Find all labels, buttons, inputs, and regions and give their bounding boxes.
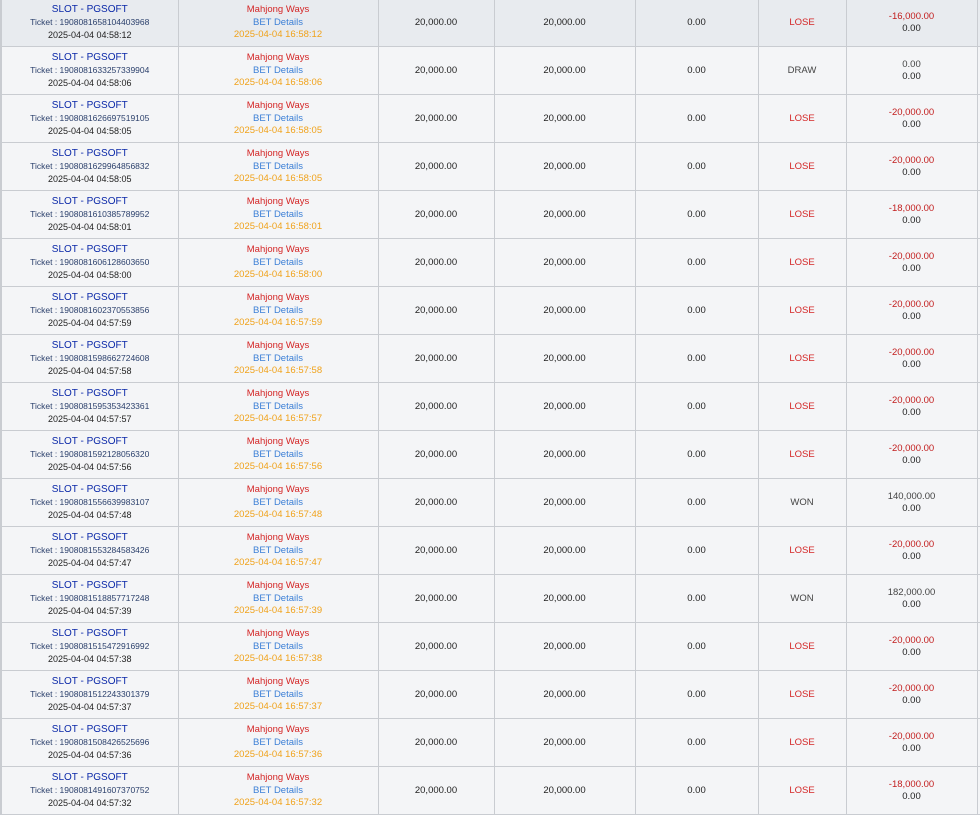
game-time: 2025-04-04 16:58:05 xyxy=(233,173,323,184)
provider-cell xyxy=(1,431,178,479)
ticket-id: Ticket : 1908081606128603650 xyxy=(30,257,150,267)
zero-amount: 0.00 xyxy=(635,95,758,143)
zero-amount: 0.00 xyxy=(635,0,758,47)
commission-amount: 0.00 xyxy=(902,358,921,370)
result-status: DRAW xyxy=(758,47,846,95)
game-name: Mahjong Ways xyxy=(246,244,310,255)
bet-date: 2025-04-04 04:58:05 xyxy=(47,126,132,136)
result-status: LOSE xyxy=(758,527,846,575)
game-name: Mahjong Ways xyxy=(246,100,310,111)
table-row xyxy=(1,335,980,383)
valid-bet-amount: 20,000.00 xyxy=(494,191,635,239)
result-status: LOSE xyxy=(758,623,846,671)
zero-amount: 0.00 xyxy=(635,575,758,623)
table-row xyxy=(1,95,980,143)
provider-cell xyxy=(1,479,178,527)
table-row xyxy=(1,191,980,239)
winloss-cell xyxy=(846,47,977,95)
game-time: 2025-04-04 16:57:57 xyxy=(233,413,323,424)
game-cell xyxy=(178,239,378,287)
bet-details-link[interactable]: BET Details xyxy=(253,113,303,124)
game-name: Mahjong Ways xyxy=(246,340,310,351)
commission-amount: 0.00 xyxy=(902,502,921,514)
bet-date: 2025-04-04 04:57:57 xyxy=(47,414,132,424)
game-time: 2025-04-04 16:57:48 xyxy=(233,509,323,520)
bet-details-link[interactable]: BET Details xyxy=(253,593,303,604)
bet-date: 2025-04-04 04:58:12 xyxy=(47,30,132,40)
game-cell xyxy=(178,383,378,431)
winloss-cell xyxy=(846,383,977,431)
ticket-id: Ticket : 1908081610385789952 xyxy=(30,209,150,219)
game-time: 2025-04-04 16:58:12 xyxy=(233,29,323,40)
valid-bet-amount: 20,000.00 xyxy=(494,431,635,479)
bet-date: 2025-04-04 04:57:48 xyxy=(47,510,132,520)
winloss-cell xyxy=(846,143,977,191)
provider-cell xyxy=(1,95,178,143)
zero-amount: 0.00 xyxy=(635,527,758,575)
bet-amount: 20,000.00 xyxy=(378,527,494,575)
game-time: 2025-04-04 16:57:32 xyxy=(233,797,323,808)
game-cell xyxy=(178,191,378,239)
winloss-cell xyxy=(846,287,977,335)
game-time: 2025-04-04 16:58:00 xyxy=(233,269,323,280)
game-name: Mahjong Ways xyxy=(246,484,310,495)
valid-bet-amount: 20,000.00 xyxy=(494,335,635,383)
bet-amount: 20,000.00 xyxy=(378,431,494,479)
zero-amount: 0.00 xyxy=(635,191,758,239)
table-row xyxy=(1,575,980,623)
bet-details-link[interactable]: BET Details xyxy=(253,545,303,556)
result-status: LOSE xyxy=(758,431,846,479)
bet-details-link[interactable]: BET Details xyxy=(253,641,303,652)
valid-bet-amount: 20,000.00 xyxy=(494,287,635,335)
commission-amount: 0.00 xyxy=(902,694,921,706)
ticket-id: Ticket : 1908081518857717248 xyxy=(30,593,150,603)
bet-date: 2025-04-04 04:57:37 xyxy=(47,702,132,712)
game-cell xyxy=(178,527,378,575)
bet-amount: 20,000.00 xyxy=(378,287,494,335)
valid-bet-amount: 20,000.00 xyxy=(494,575,635,623)
game-name: Mahjong Ways xyxy=(246,52,310,63)
bet-date: 2025-04-04 04:57:59 xyxy=(47,318,132,328)
commission-amount: 0.00 xyxy=(902,310,921,322)
commission-amount: 0.00 xyxy=(902,646,921,658)
zero-amount: 0.00 xyxy=(635,287,758,335)
result-status: WON xyxy=(758,479,846,527)
ticket-id: Ticket : 1908081598662724608 xyxy=(30,353,150,363)
table-row xyxy=(1,0,980,47)
result-status: LOSE xyxy=(758,383,846,431)
table-row xyxy=(1,47,980,95)
winloss-amount: -16,000.00 xyxy=(888,10,935,22)
bet-details-link[interactable]: BET Details xyxy=(253,401,303,412)
bet-details-link[interactable]: BET Details xyxy=(253,353,303,364)
winloss-cell xyxy=(846,719,977,767)
bet-date: 2025-04-04 04:57:38 xyxy=(47,654,132,664)
bet-amount: 20,000.00 xyxy=(378,191,494,239)
bet-date: 2025-04-04 04:57:39 xyxy=(47,606,132,616)
ticket-id: Ticket : 1908081515472916992 xyxy=(30,641,150,651)
bet-details-link[interactable]: BET Details xyxy=(253,497,303,508)
winloss-cell xyxy=(846,527,977,575)
valid-bet-amount: 20,000.00 xyxy=(494,767,635,815)
game-cell xyxy=(178,335,378,383)
game-name: Mahjong Ways xyxy=(246,196,310,207)
zero-amount: 0.00 xyxy=(635,767,758,815)
game-cell xyxy=(178,479,378,527)
table-row xyxy=(1,527,980,575)
valid-bet-amount: 20,000.00 xyxy=(494,143,635,191)
winloss-cell xyxy=(846,431,977,479)
valid-bet-amount: 20,000.00 xyxy=(494,47,635,95)
table-row xyxy=(1,383,980,431)
result-status: LOSE xyxy=(758,335,846,383)
bet-amount: 20,000.00 xyxy=(378,719,494,767)
game-time: 2025-04-04 16:57:39 xyxy=(233,605,323,616)
game-name: Mahjong Ways xyxy=(246,580,310,591)
bet-amount: 20,000.00 xyxy=(378,623,494,671)
table-row xyxy=(1,671,980,719)
table-body xyxy=(1,0,980,815)
commission-amount: 0.00 xyxy=(902,790,921,802)
game-cell xyxy=(178,287,378,335)
zero-amount: 0.00 xyxy=(635,479,758,527)
zero-amount: 0.00 xyxy=(635,239,758,287)
winloss-cell xyxy=(846,0,977,47)
winloss-amount: -18,000.00 xyxy=(888,778,935,790)
zero-amount: 0.00 xyxy=(635,143,758,191)
provider-cell xyxy=(1,143,178,191)
game-cell xyxy=(178,671,378,719)
commission-amount: 0.00 xyxy=(902,550,921,562)
ticket-id: Ticket : 1908081602370553856 xyxy=(30,305,150,315)
provider-cell xyxy=(1,0,178,47)
winloss-amount: -18,000.00 xyxy=(888,202,935,214)
bet-details-link[interactable]: BET Details xyxy=(253,209,303,220)
zero-amount: 0.00 xyxy=(635,671,758,719)
table-row xyxy=(1,431,980,479)
winloss-amount: 140,000.00 xyxy=(887,490,936,502)
bet-details-link[interactable]: BET Details xyxy=(253,17,303,28)
valid-bet-amount: 20,000.00 xyxy=(494,527,635,575)
game-name: Mahjong Ways xyxy=(246,724,310,735)
game-name: Mahjong Ways xyxy=(246,532,310,543)
winloss-amount: -20,000.00 xyxy=(888,298,935,310)
commission-amount: 0.00 xyxy=(902,22,921,34)
ticket-id: Ticket : 1908081592128056320 xyxy=(30,449,150,459)
game-name: Mahjong Ways xyxy=(246,772,310,783)
provider-cell xyxy=(1,47,178,95)
game-name: Mahjong Ways xyxy=(246,436,310,447)
provider-label: SLOT - PGSOFT xyxy=(51,532,128,543)
provider-cell xyxy=(1,335,178,383)
bet-details-link[interactable]: BET Details xyxy=(253,65,303,76)
commission-amount: 0.00 xyxy=(902,454,921,466)
winloss-amount: -20,000.00 xyxy=(888,394,935,406)
game-cell xyxy=(178,47,378,95)
bet-amount: 20,000.00 xyxy=(378,767,494,815)
result-status: LOSE xyxy=(758,95,846,143)
zero-amount: 0.00 xyxy=(635,335,758,383)
winloss-cell xyxy=(846,575,977,623)
winloss-cell xyxy=(846,239,977,287)
game-cell xyxy=(178,431,378,479)
winloss-amount: -20,000.00 xyxy=(888,442,935,454)
game-cell xyxy=(178,0,378,47)
game-time: 2025-04-04 16:57:58 xyxy=(233,365,323,376)
provider-label: SLOT - PGSOFT xyxy=(51,292,128,303)
commission-amount: 0.00 xyxy=(902,406,921,418)
ticket-id: Ticket : 1908081629964856832 xyxy=(30,161,150,171)
game-cell xyxy=(178,143,378,191)
provider-cell xyxy=(1,191,178,239)
table-row xyxy=(1,143,980,191)
winloss-amount: -20,000.00 xyxy=(888,730,935,742)
valid-bet-amount: 20,000.00 xyxy=(494,623,635,671)
game-time: 2025-04-04 16:58:05 xyxy=(233,125,323,136)
table-row xyxy=(1,623,980,671)
winloss-cell xyxy=(846,335,977,383)
provider-label: SLOT - PGSOFT xyxy=(51,340,128,351)
provider-label: SLOT - PGSOFT xyxy=(51,52,128,63)
table-row xyxy=(1,239,980,287)
valid-bet-amount: 20,000.00 xyxy=(494,479,635,527)
winloss-cell xyxy=(846,623,977,671)
ticket-id: Ticket : 1908081595353423361 xyxy=(30,401,150,411)
table-row xyxy=(1,479,980,527)
provider-label: SLOT - PGSOFT xyxy=(51,100,128,111)
winloss-amount: -20,000.00 xyxy=(888,250,935,262)
provider-cell xyxy=(1,239,178,287)
game-time: 2025-04-04 16:57:37 xyxy=(233,701,323,712)
commission-amount: 0.00 xyxy=(902,70,921,82)
provider-cell xyxy=(1,383,178,431)
bet-details-link[interactable]: BET Details xyxy=(253,305,303,316)
valid-bet-amount: 20,000.00 xyxy=(494,383,635,431)
bet-amount: 20,000.00 xyxy=(378,383,494,431)
bet-amount: 20,000.00 xyxy=(378,239,494,287)
bet-date: 2025-04-04 04:57:36 xyxy=(47,750,132,760)
bet-date: 2025-04-04 04:58:05 xyxy=(47,174,132,184)
valid-bet-amount: 20,000.00 xyxy=(494,239,635,287)
ticket-id: Ticket : 1908081512243301379 xyxy=(30,689,150,699)
bet-date: 2025-04-04 04:57:32 xyxy=(47,798,132,808)
bet-date: 2025-04-04 04:57:56 xyxy=(47,462,132,472)
zero-amount: 0.00 xyxy=(635,431,758,479)
zero-amount: 0.00 xyxy=(635,719,758,767)
zero-amount: 0.00 xyxy=(635,383,758,431)
commission-amount: 0.00 xyxy=(902,214,921,226)
game-name: Mahjong Ways xyxy=(246,4,310,15)
winloss-amount: -20,000.00 xyxy=(888,106,935,118)
result-status: LOSE xyxy=(758,671,846,719)
winloss-amount: -20,000.00 xyxy=(888,538,935,550)
result-status: LOSE xyxy=(758,767,846,815)
game-cell xyxy=(178,719,378,767)
bet-amount: 20,000.00 xyxy=(378,671,494,719)
game-name: Mahjong Ways xyxy=(246,292,310,303)
game-cell xyxy=(178,623,378,671)
result-status: LOSE xyxy=(758,239,846,287)
valid-bet-amount: 20,000.00 xyxy=(494,0,635,47)
commission-amount: 0.00 xyxy=(902,118,921,130)
bet-details-link[interactable]: BET Details xyxy=(253,257,303,268)
provider-cell xyxy=(1,575,178,623)
winloss-cell xyxy=(846,767,977,815)
game-name: Mahjong Ways xyxy=(246,148,310,159)
result-status: LOSE xyxy=(758,191,846,239)
winloss-amount: 0.00 xyxy=(902,58,921,70)
ticket-id: Ticket : 1908081491607370752 xyxy=(30,785,150,795)
ticket-id: Ticket : 1908081626697519105 xyxy=(30,113,150,123)
winloss-amount: -20,000.00 xyxy=(888,682,935,694)
game-cell xyxy=(178,95,378,143)
bet-details-link[interactable]: BET Details xyxy=(253,737,303,748)
commission-amount: 0.00 xyxy=(902,262,921,274)
provider-cell xyxy=(1,767,178,815)
ticket-id: Ticket : 1908081633257339904 xyxy=(30,65,150,75)
bet-date: 2025-04-04 04:58:00 xyxy=(47,270,132,280)
ticket-id: Ticket : 1908081508426525696 xyxy=(30,737,150,747)
provider-cell xyxy=(1,623,178,671)
winloss-cell xyxy=(846,191,977,239)
winloss-cell xyxy=(846,479,977,527)
valid-bet-amount: 20,000.00 xyxy=(494,671,635,719)
bet-amount: 20,000.00 xyxy=(378,0,494,47)
game-time: 2025-04-04 16:58:06 xyxy=(233,77,323,88)
game-time: 2025-04-04 16:57:38 xyxy=(233,653,323,664)
game-name: Mahjong Ways xyxy=(246,388,310,399)
provider-cell xyxy=(1,527,178,575)
bet-date: 2025-04-04 04:57:58 xyxy=(47,366,132,376)
bet-amount: 20,000.00 xyxy=(378,143,494,191)
bet-details-link[interactable]: BET Details xyxy=(253,161,303,172)
bet-amount: 20,000.00 xyxy=(378,575,494,623)
bet-details-link[interactable]: BET Details xyxy=(253,785,303,796)
bet-amount: 20,000.00 xyxy=(378,47,494,95)
result-status: LOSE xyxy=(758,143,846,191)
provider-label: SLOT - PGSOFT xyxy=(51,148,128,159)
ticket-id: Ticket : 1908081556639983107 xyxy=(30,497,150,507)
ticket-id: Ticket : 1908081658104403968 xyxy=(30,17,150,27)
game-time: 2025-04-04 16:57:59 xyxy=(233,317,323,328)
winloss-cell xyxy=(846,671,977,719)
provider-label: SLOT - PGSOFT xyxy=(51,436,128,447)
provider-label: SLOT - PGSOFT xyxy=(51,772,128,783)
bet-date: 2025-04-04 04:58:06 xyxy=(47,78,132,88)
zero-amount: 0.00 xyxy=(635,623,758,671)
table-row xyxy=(1,719,980,767)
provider-label: SLOT - PGSOFT xyxy=(51,484,128,495)
provider-label: SLOT - PGSOFT xyxy=(51,196,128,207)
game-cell xyxy=(178,575,378,623)
bet-amount: 20,000.00 xyxy=(378,335,494,383)
result-status: LOSE xyxy=(758,719,846,767)
result-status: LOSE xyxy=(758,0,846,47)
valid-bet-amount: 20,000.00 xyxy=(494,95,635,143)
commission-amount: 0.00 xyxy=(902,742,921,754)
winloss-amount: 182,000.00 xyxy=(887,586,936,598)
ticket-id: Ticket : 1908081553284583426 xyxy=(30,545,150,555)
provider-label: SLOT - PGSOFT xyxy=(51,580,128,591)
result-status: WON xyxy=(758,575,846,623)
provider-label: SLOT - PGSOFT xyxy=(51,676,128,687)
winloss-cell xyxy=(846,95,977,143)
game-time: 2025-04-04 16:57:36 xyxy=(233,749,323,760)
bet-amount: 20,000.00 xyxy=(378,95,494,143)
commission-amount: 0.00 xyxy=(902,166,921,178)
bet-details-link[interactable]: BET Details xyxy=(253,689,303,700)
provider-cell xyxy=(1,719,178,767)
result-status: LOSE xyxy=(758,287,846,335)
bet-details-link[interactable]: BET Details xyxy=(253,449,303,460)
provider-label: SLOT - PGSOFT xyxy=(51,388,128,399)
table-row xyxy=(1,287,980,335)
winloss-amount: -20,000.00 xyxy=(888,346,935,358)
zero-amount: 0.00 xyxy=(635,47,758,95)
game-cell xyxy=(178,767,378,815)
valid-bet-amount: 20,000.00 xyxy=(494,719,635,767)
winloss-amount: -20,000.00 xyxy=(888,154,935,166)
provider-label: SLOT - PGSOFT xyxy=(51,244,128,255)
provider-label: SLOT - PGSOFT xyxy=(51,628,128,639)
provider-cell xyxy=(1,287,178,335)
game-time: 2025-04-04 16:57:47 xyxy=(233,557,323,568)
bet-date: 2025-04-04 04:57:47 xyxy=(47,558,132,568)
bet-amount: 20,000.00 xyxy=(378,479,494,527)
game-time: 2025-04-04 16:58:01 xyxy=(233,221,323,232)
game-name: Mahjong Ways xyxy=(246,676,310,687)
provider-label: SLOT - PGSOFT xyxy=(51,724,128,735)
table-row xyxy=(1,767,980,815)
game-time: 2025-04-04 16:57:56 xyxy=(233,461,323,472)
bet-date: 2025-04-04 04:58:01 xyxy=(47,222,132,232)
commission-amount: 0.00 xyxy=(902,598,921,610)
winloss-amount: -20,000.00 xyxy=(888,634,935,646)
provider-cell xyxy=(1,671,178,719)
provider-label: SLOT - PGSOFT xyxy=(51,4,128,15)
game-name: Mahjong Ways xyxy=(246,628,310,639)
